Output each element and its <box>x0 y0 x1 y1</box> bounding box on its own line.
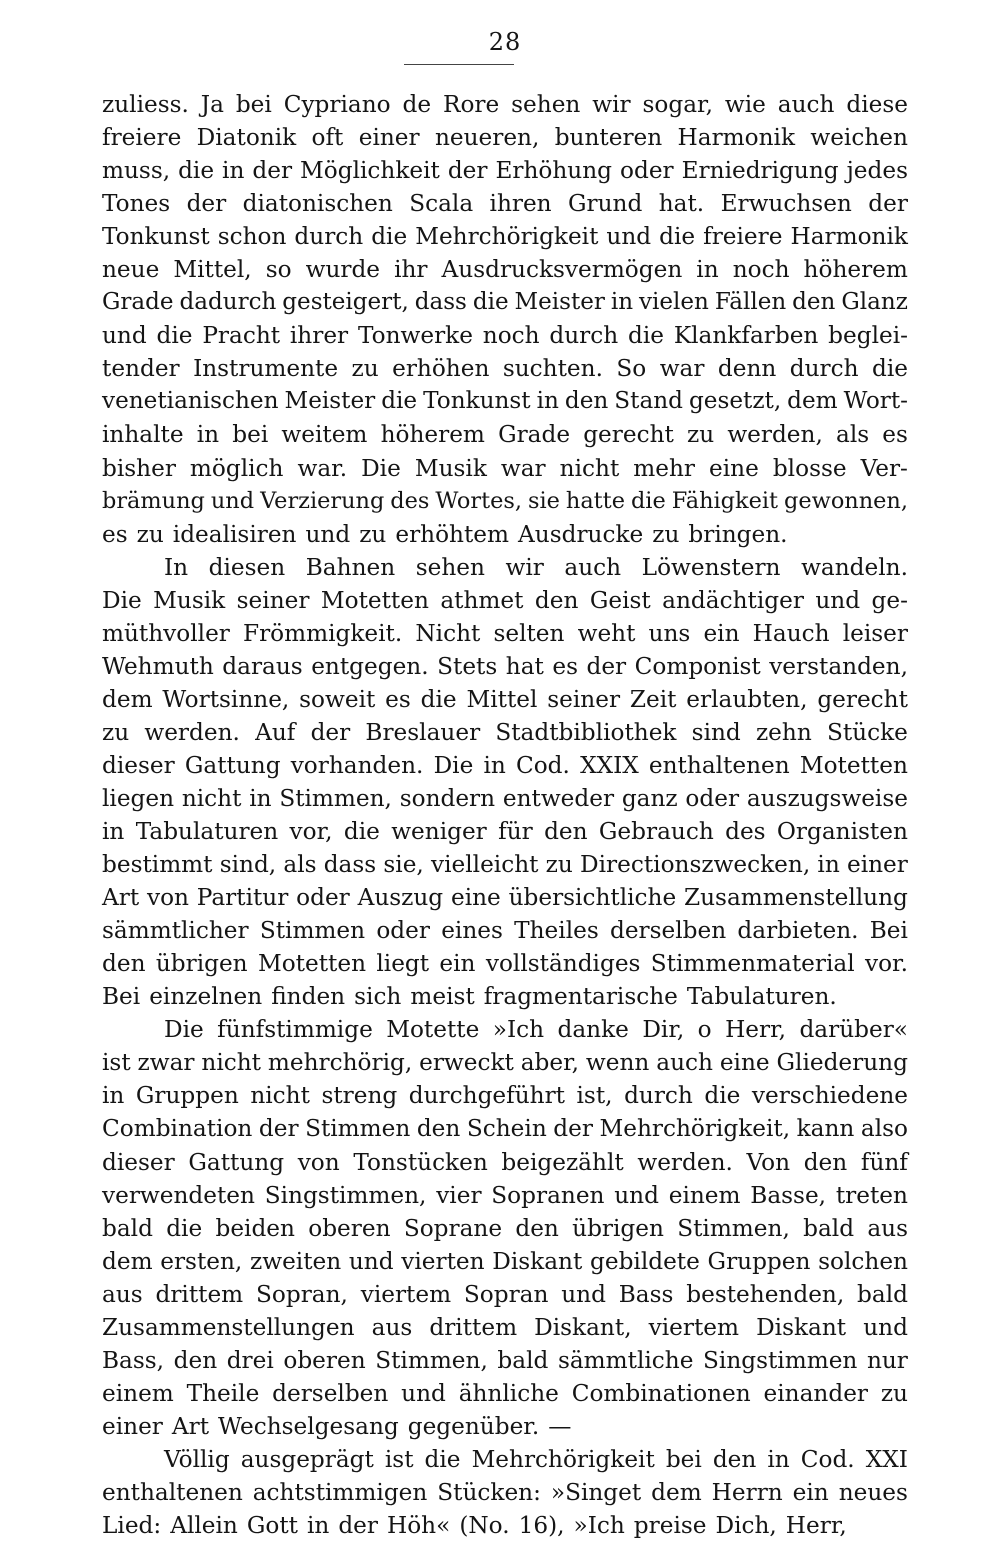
text-line: in Gruppen nicht streng durchgeführt ist, durch die verschiedene <box>102 1082 908 1110</box>
text-line: einer Art Wechselgesang gegenüber. — <box>102 1412 572 1440</box>
text-line: freiere Diatonik oft einer neueren, bunteren Harmonik weichen <box>102 124 908 152</box>
text-line: brämung und Verzierung des Wortes, sie hatte die Fähigkeit gewonnen, <box>102 487 908 514</box>
text-line: dieser Gattung vorhanden. Die in Cod. XXIX enthaltenen Motetten <box>102 751 908 779</box>
text-line: bestimmt sind, als dass sie, vielleicht zu Directionszwecken, in einer <box>102 851 908 879</box>
text-line: zuliess. Ja bei Cypriano de Rore sehen wir sogar, wie auch diese <box>102 91 908 118</box>
text-line: zu werden. Auf der Breslauer Stadtbibliothek sind zehn Stücke <box>102 718 908 746</box>
text-line: Die Musik seiner Motetten athmet den Geist andächtiger und ge- <box>102 586 908 614</box>
text-line: Tones der diatonischen Scala ihren Grund hat. Erwuchsen der <box>102 190 908 218</box>
text-line: in Tabulaturen vor, die weniger für den Gebrauch des Organisten <box>102 818 908 846</box>
text-line: Tonkunst schon durch die Mehrchörigkeit und die freiere Harmonik <box>102 223 908 251</box>
text-line: enthaltenen achtstimmigen Stücken: »Singet dem Herrn ein neues <box>102 1478 908 1506</box>
text-line: Völlig ausgeprägt ist die Mehrchörigkeit bei den in Cod. XXI <box>164 1445 908 1473</box>
body-text <box>102 88 908 1542</box>
text-line: Bei einzelnen finden sich meist fragmentarische Tabulaturen. <box>102 983 837 1011</box>
text-line: sämmtlicher Stimmen oder eines Theiles derselben darbieten. Bei <box>102 917 908 945</box>
page-number: 28 <box>488 28 522 56</box>
text-line: den übrigen Motetten liegt ein vollständiges Stimmenmaterial vor. <box>102 950 908 978</box>
text-line: Bass, den drei oberen Stimmen, bald sämmtliche Singstimmen nur <box>102 1346 908 1374</box>
text-line: dem ersten, zweiten und vierten Diskant gebildete Gruppen solchen <box>102 1247 908 1275</box>
text-line: einem Theile derselben und ähnliche Combinationen einander zu <box>102 1379 908 1407</box>
text-line: aus drittem Sopran, viertem Sopran und Bass bestehenden, bald <box>102 1280 908 1308</box>
text-line: tender Instrumente zu erhöhen suchten. So war denn durch die <box>102 355 908 383</box>
text-line: verwendeten Singstimmen, vier Sopranen und einem Basse, treten <box>102 1181 908 1209</box>
text-line: inhalte in bei weitem höherem Grade gerecht zu werden, als es <box>102 421 908 449</box>
text-line: dem Wortsinne, soweit es die Mittel seiner Zeit erlaubten, gerecht <box>102 685 908 713</box>
text-line: Wehmuth daraus entgegen. Stets hat es der Componist verstanden, <box>102 652 908 680</box>
text-line: Die fünfstimmige Motette »Ich danke Dir, o Herr, darüber« <box>164 1016 908 1044</box>
text-line: ist zwar nicht mehrchörig, erweckt aber, wenn auch eine Gliederung <box>102 1049 908 1077</box>
text-line: es zu idealisiren und zu erhöhtem Ausdrucke zu bringen. <box>102 520 788 548</box>
page-number-rule <box>404 64 514 65</box>
text-line: bald die beiden oberen Soprane den übrigen Stimmen, bald aus <box>102 1214 908 1242</box>
text-line: liegen nicht in Stimmen, sondern entweder ganz oder auszugsweise <box>102 784 908 812</box>
text-line: bisher möglich war. Die Musik war nicht mehr eine blosse Ver- <box>102 454 908 482</box>
text-line: müthvoller Frömmigkeit. Nicht selten weht uns ein Hauch leiser <box>102 619 908 647</box>
text-line: muss, die in der Möglichkeit der Erhöhung oder Erniedrigung jedes <box>102 157 908 185</box>
text-line: venetianischen Meister die Tonkunst in den Stand gesetzt, dem Wort- <box>102 388 908 415</box>
text-line: neue Mittel, so wurde ihr Ausdrucksvermögen in noch höherem <box>102 256 908 284</box>
text-line: Combination der Stimmen den Schein der Mehrchörigkeit, kann also <box>102 1115 908 1143</box>
text-line: und die Pracht ihrer Tonwerke noch durch die Klankfarben beglei- <box>102 322 908 350</box>
text-line: In diesen Bahnen sehen wir auch Löwenstern wandeln. <box>164 553 908 581</box>
text-line: Lied: Allein Gott in der Höh« (No. 16), »Ich preise Dich, Herr, <box>102 1512 847 1540</box>
text-line: Art von Partitur oder Auszug eine übersichtliche Zusammenstellung <box>102 884 908 912</box>
text-line: Grade dadurch gesteigert, dass die Meister in vielen Fällen den Glanz <box>102 289 908 316</box>
text-line: Zusammenstellungen aus drittem Diskant, viertem Diskant und <box>102 1313 908 1341</box>
text-line: dieser Gattung von Tonstücken beigezählt werden. Von den fünf <box>102 1148 908 1176</box>
